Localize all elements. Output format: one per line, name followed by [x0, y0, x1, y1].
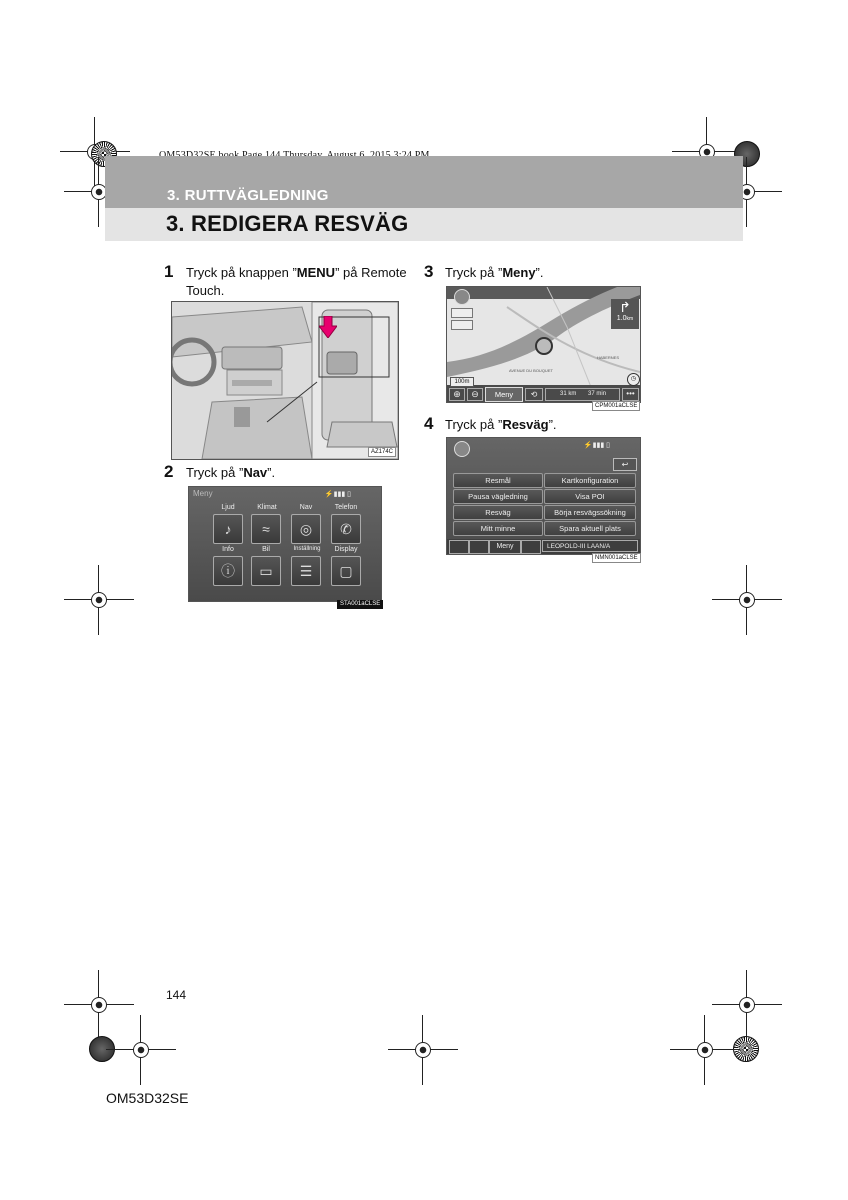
- step-text-pre: Tryck på knappen ”: [186, 265, 297, 280]
- step-number: 1: [164, 262, 174, 281]
- back-arrow-icon: ↩: [621, 460, 629, 469]
- compass-icon[interactable]: [454, 289, 470, 305]
- phone-button[interactable]: [331, 514, 361, 544]
- speed-limit-icon: ◷: [627, 373, 640, 386]
- menu-label: Bil: [262, 546, 270, 553]
- status-icons: ⚡▮▮▮ ▯: [583, 442, 610, 449]
- destination-button[interactable]: Resmål: [453, 473, 543, 488]
- turn-distance-unit: km: [626, 316, 634, 322]
- bottom-slot[interactable]: [521, 540, 541, 554]
- start-route-search-button[interactable]: Börja resvägssökning: [544, 505, 636, 520]
- figure-code: STA001aCLSE: [337, 600, 383, 609]
- figure-code: AZ174C: [368, 447, 396, 457]
- route-type-icon: [451, 320, 473, 330]
- document-code: OM53D32SE: [106, 1090, 189, 1106]
- meny-button[interactable]: Meny: [485, 387, 523, 402]
- menu-screen: [188, 486, 382, 602]
- street-label: HABERNES: [597, 355, 620, 360]
- audio-button[interactable]: [213, 514, 243, 544]
- turn-distance: [611, 315, 639, 322]
- trip-info[interactable]: [545, 388, 620, 401]
- menu-label: Nav: [299, 504, 313, 511]
- save-location-button[interactable]: Spara aktuell plats: [544, 521, 636, 536]
- climate-icon: ≈: [262, 521, 270, 537]
- my-memory-button[interactable]: Mitt minne: [453, 521, 543, 536]
- menu-label: Telefon: [334, 504, 358, 511]
- registration-mark: [64, 565, 134, 635]
- back-button[interactable]: [613, 458, 637, 471]
- registration-mark: [670, 1015, 740, 1085]
- music-note-icon: ♪: [224, 521, 232, 537]
- step-text: [186, 464, 275, 482]
- step-number: 2: [164, 462, 174, 481]
- phone-icon: ✆: [340, 521, 352, 537]
- step-keyword: Meny: [502, 265, 536, 280]
- step-keyword: Nav: [243, 465, 268, 480]
- climate-button[interactable]: [251, 514, 281, 544]
- page-title: 3. REDIGERA RESVÄG: [166, 211, 409, 236]
- display-button[interactable]: [331, 556, 361, 586]
- map-config-button[interactable]: Kartkonfiguration: [544, 473, 636, 488]
- bottom-slot[interactable]: [449, 540, 469, 554]
- trip-distance: 31 km: [560, 391, 577, 397]
- menu-label: Ljud: [221, 504, 235, 511]
- page-number: 144: [166, 988, 187, 1002]
- car-icon: ▭: [259, 563, 273, 579]
- vehicle-position-icon: [535, 337, 553, 355]
- map-scale: 100m: [450, 377, 474, 387]
- more-button[interactable]: •••: [622, 388, 639, 401]
- route-button[interactable]: Resväg: [453, 505, 543, 520]
- console-illustration: [171, 301, 399, 460]
- street-label: AVENUE DU BOUQUET: [509, 368, 553, 373]
- console-drawing: [172, 302, 398, 459]
- step-text-pre: Tryck på ”: [445, 265, 503, 280]
- show-poi-button[interactable]: Visa POI: [544, 489, 636, 504]
- info-button[interactable]: [213, 556, 243, 586]
- figure-code: NMN001aCLSE: [592, 553, 641, 563]
- step-number: 4: [424, 414, 434, 433]
- settings-icon: ☰: [299, 563, 313, 579]
- turn-distance-value: 1.0: [616, 315, 627, 322]
- registration-mark: [106, 1015, 176, 1085]
- step-text-post: ”.: [535, 265, 544, 280]
- step-keyword: MENU: [296, 265, 336, 280]
- reroute-button[interactable]: ⟲: [525, 388, 543, 401]
- status-icons: ⚡▮▮▮ ▯: [324, 491, 351, 498]
- figure-code: CPM001aCLSE: [592, 401, 640, 411]
- pause-guidance-button[interactable]: Pausa vägledning: [453, 489, 543, 504]
- car-button[interactable]: [251, 556, 281, 586]
- menu-label: Inställning: [293, 546, 321, 552]
- compass-icon[interactable]: [454, 441, 470, 457]
- step-text: [445, 416, 557, 434]
- step-text-pre: Tryck på ”: [186, 465, 244, 480]
- step-keyword: Resväg: [502, 417, 549, 432]
- registration-mark: [712, 565, 782, 635]
- press-arrow-icon: [319, 316, 337, 338]
- step-text-post: ”.: [267, 465, 276, 480]
- section-label: 3. RUTTVÄGLEDNING: [167, 187, 329, 204]
- registration-mark: [388, 1015, 458, 1085]
- nav-button[interactable]: [291, 514, 321, 544]
- info-icon: ⓘ: [221, 563, 235, 579]
- meny-button[interactable]: Meny: [489, 540, 521, 554]
- menu-label: Info: [222, 546, 234, 553]
- step-text: [445, 264, 544, 282]
- menu-label: Display: [334, 546, 358, 553]
- monitor-icon: ▢: [339, 563, 353, 579]
- zoom-in-button[interactable]: ⊕: [449, 388, 465, 401]
- turn-indicator: [611, 299, 639, 329]
- step-number: 3: [424, 262, 434, 281]
- step-text: [186, 264, 408, 300]
- current-street: LEOPOLD-III LAAN/A: [542, 540, 638, 552]
- map-screen: [446, 286, 641, 403]
- zoom-out-button[interactable]: ⊖: [467, 388, 483, 401]
- step-text-post: ”.: [548, 417, 557, 432]
- bottom-slot[interactable]: [469, 540, 489, 554]
- step-text-post: ” på Remote Touch.: [186, 265, 407, 298]
- traffic-icon: [451, 308, 473, 318]
- compass-icon: ◎: [299, 521, 313, 537]
- screen-title: Meny: [193, 489, 213, 498]
- turn-arrow-icon: ↱: [619, 299, 631, 315]
- step-text-pre: Tryck på ”: [445, 417, 503, 432]
- menu-label: Klimat: [257, 504, 277, 511]
- settings-button[interactable]: [291, 556, 321, 586]
- trip-time: 37 min: [588, 391, 607, 397]
- route-menu-screen: [446, 437, 641, 555]
